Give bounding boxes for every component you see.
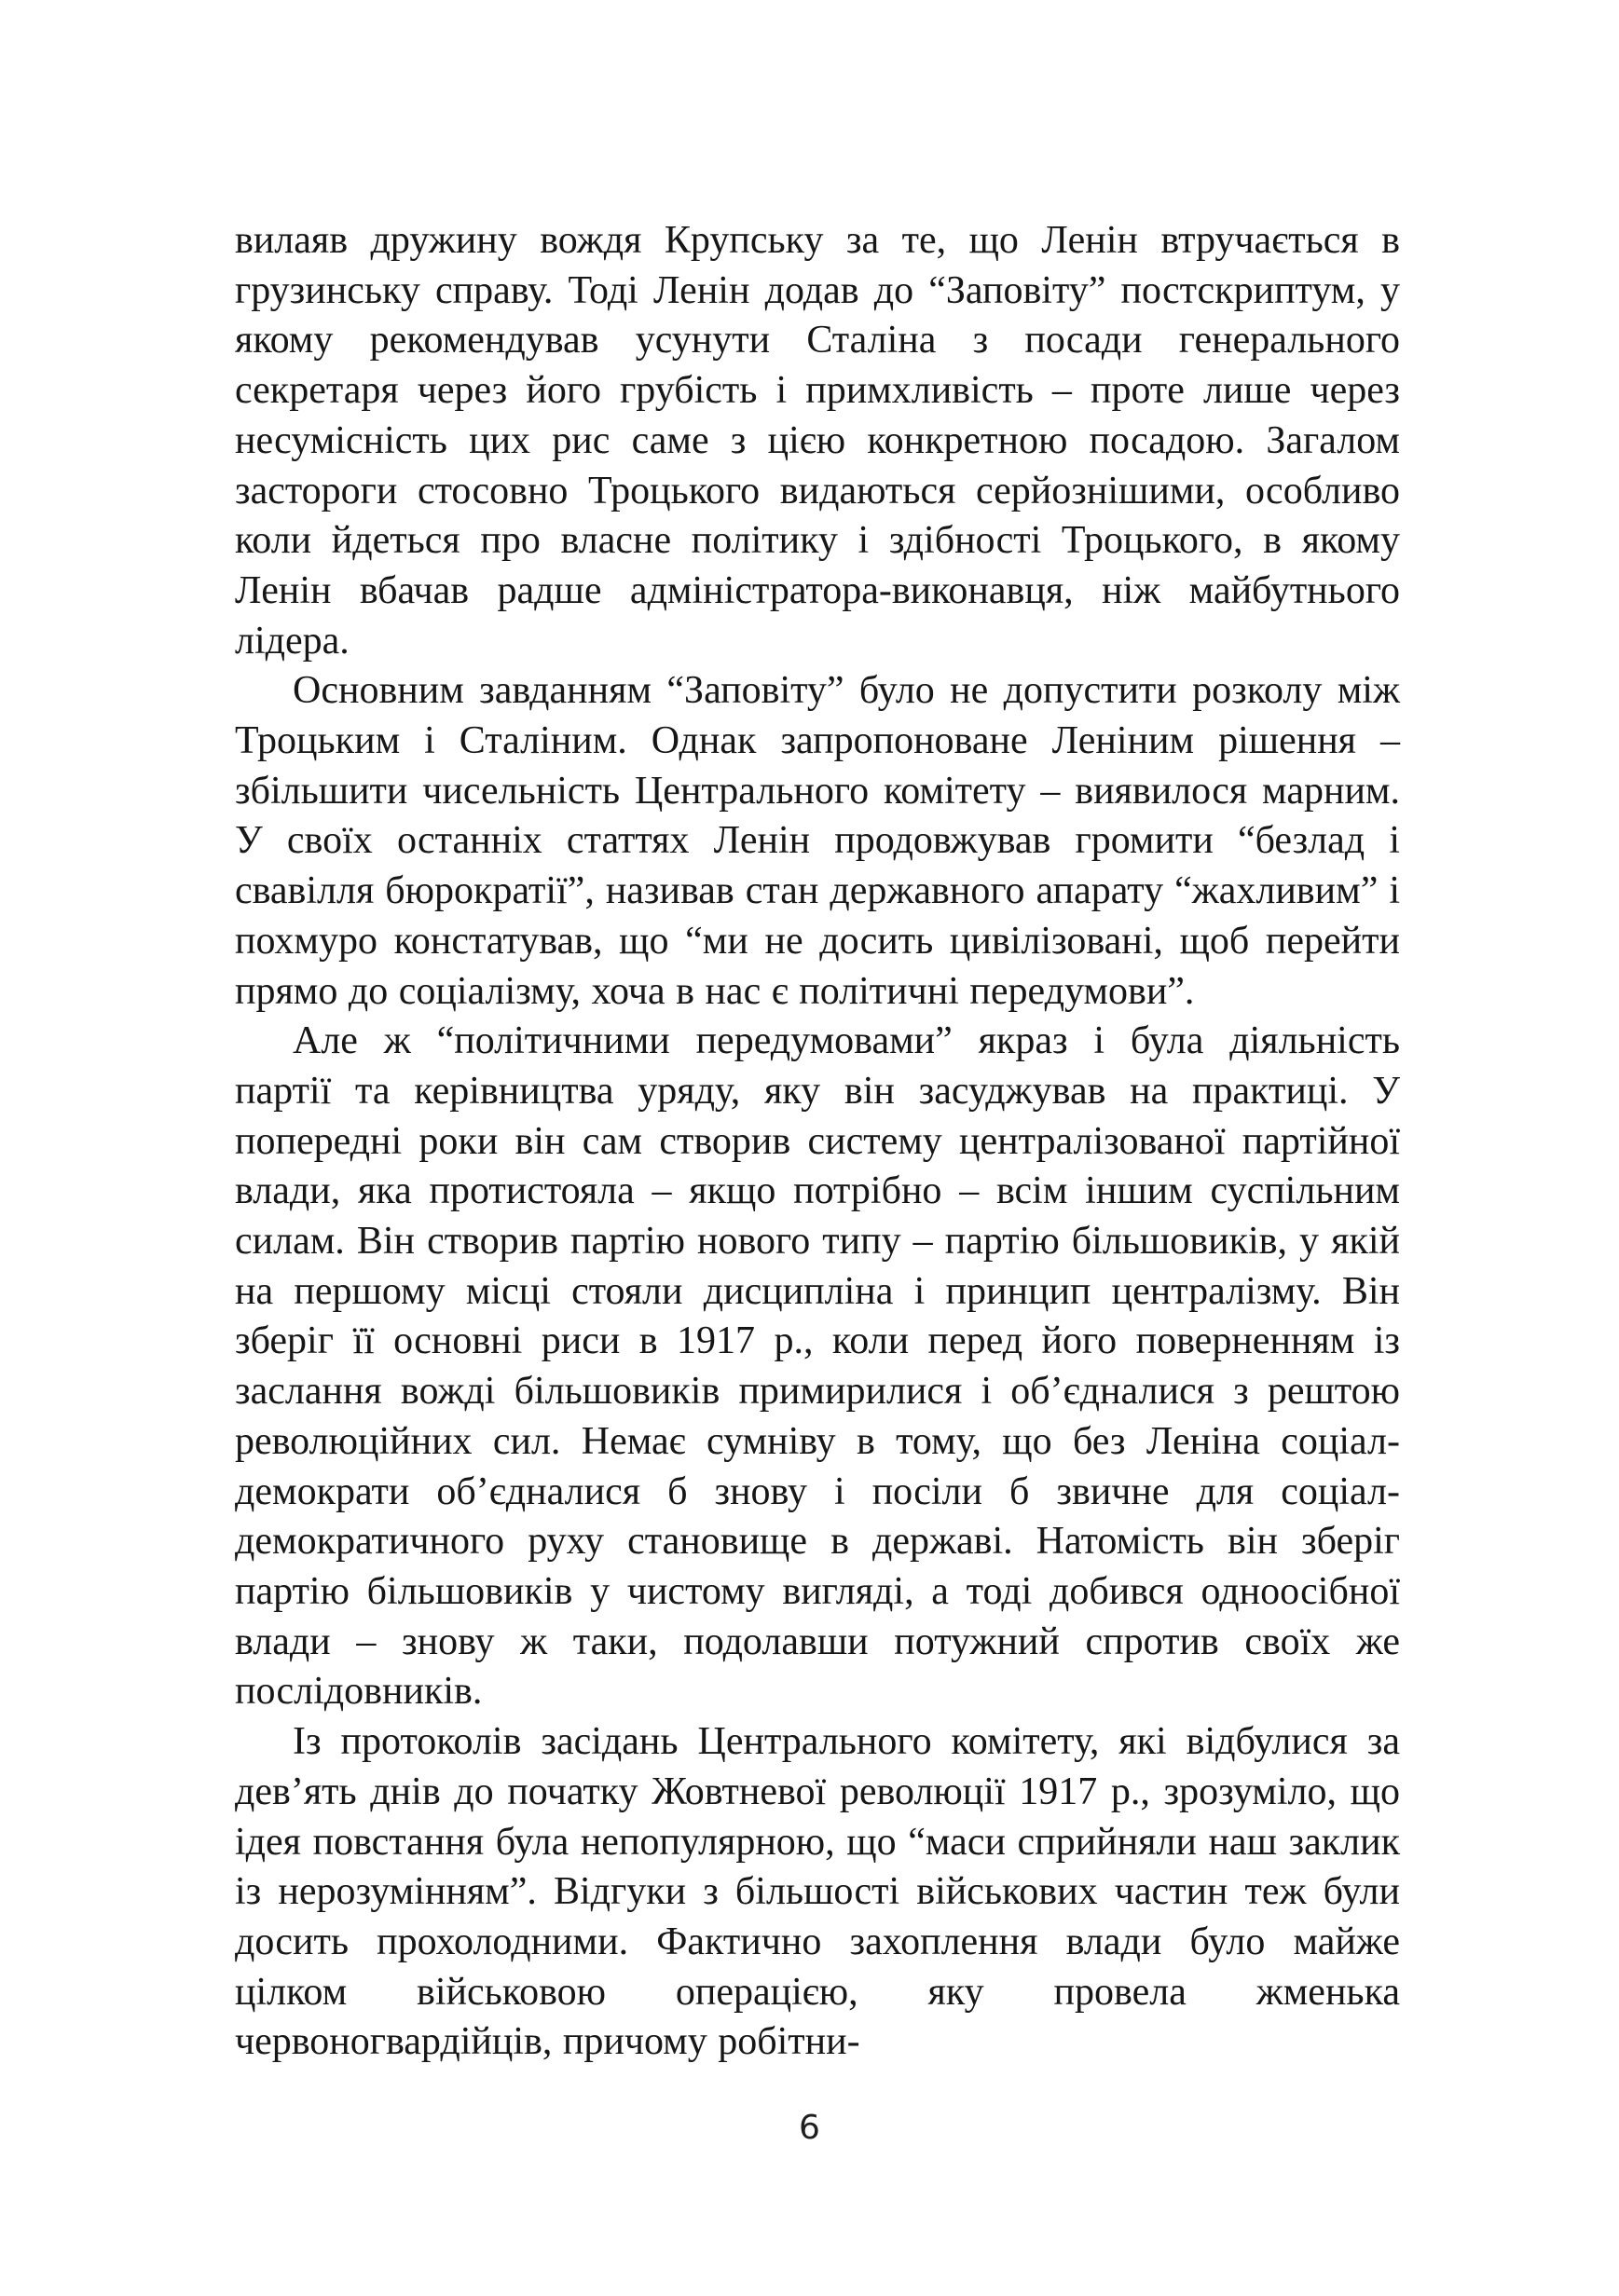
body-text [235,216,1400,2068]
paragraph-3: Але ж “політичними передумовами” якраз і була діяльність партії та керівництва уряду, яку він засуджував на практиці. У попередні роки він сам створив систему централізованої партійної влади, яка протистояла – якщо потрібно – всім іншим суспільним силам. Він створив партію нового типу – партію більшовиків, у якій на першому місці стояли дисципліна і принцип централізму. Він зберіг її основні риси в 1917 р., коли перед його поверненням із заслання вожді більшовиків примирилися і об’єдналися з рештою революційних сил. Немає сумніву в тому, що без Леніна соціал-демократи об’єдналися б знову і посіли б звичне для соціал-демократичного руху становище в державі. Натомість він зберіг партію більшовиків у чистому вигляді, а тоді добився одноосібної влади – знову ж таки, подолавши потужний спротив своїх же послідовників. [235,1019,1400,1714]
paragraph-1: вилаяв дружину вождя Крупську за те, що Ленін втручається в грузинську справу. Тоді Ленін додав до “Заповіту” постскриптум, у якому рекомендував усунути Сталіна з посади генерального секретаря через його грубість і примхливість – проте лише через несумісність цих рис саме з цією конкретною посадою. Загалом застороги стосовно Троцького видаються серйознішими, особливо коли йдеться про власне політику і здібності Троцького, в якому Ленін вбачав радше адміністратора-виконавця, ніж майбутнього лідера. [235,219,1400,663]
paragraph-4: Із протоколів засідань Центрального комітету, які відбулися за дев’ять днів до початку Жовтневої революції 1917 р., зрозуміло, що ідея повстання була непопулярною, що “маси сприйняли наш заклик із нерозумінням”. Відгуки з більшості військових частин теж були досить прохолодними. Фактично захоплення влади було майже цілком військовою операцією, яку провела жменька червоногвардійців, причому робітни- [235,1720,1400,2064]
paragraph-2: Основним завданням “Заповіту” було не допустити розколу між Троцьким і Сталіним. Однак запропоноване Леніним рішення – збільшити чисельність Центрального комітету – виявилося марним. У своїх останніх статтях Ленін продовжував громити “безлад і свавілля бюрократії”, називав стан державного апарату “жахливим” і похмуро констатував, що “ми не досить цивілізовані, щоб перейти прямо до соціалізму, хоча в нас є політичні передумови”. [235,669,1400,1013]
page-number: 6 [799,2109,820,2147]
